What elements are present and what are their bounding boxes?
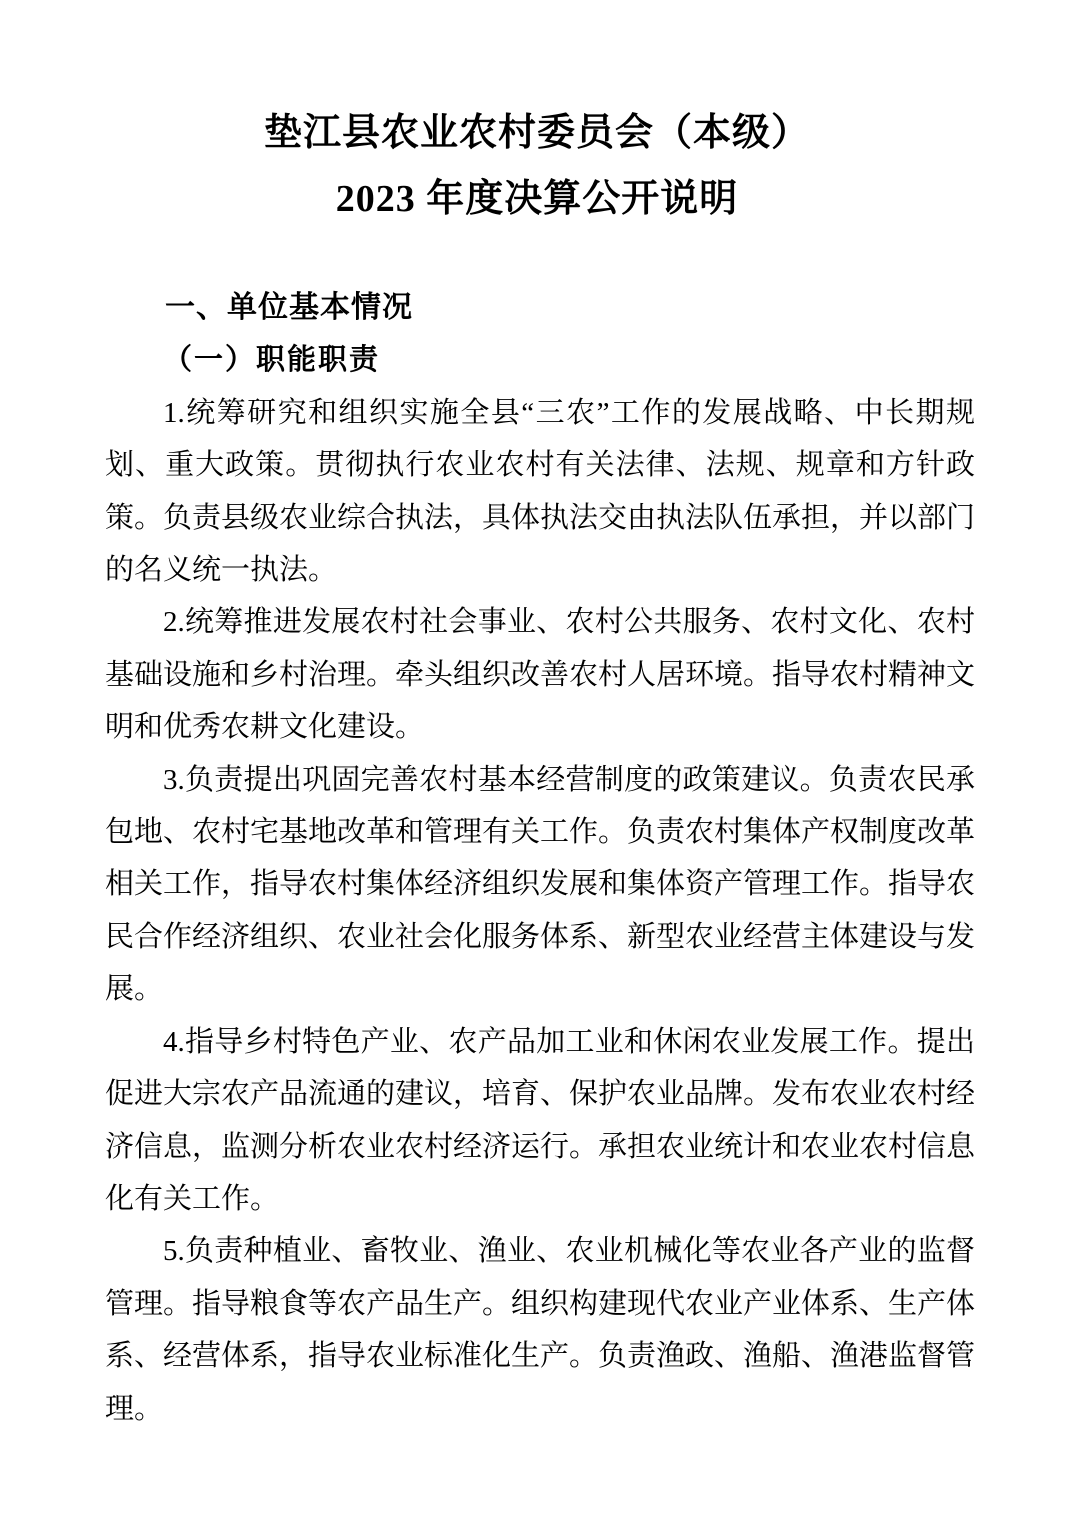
duty-paragraph-4: 4.指导乡村特色产业、农产品加工业和休闲农业发展工作。提出促进大宗农产品流通的建议，培育、保护农业品牌。发布农业农村经济信息，监测分析农业农村经济运行。承担农业统计和农业农村信息化有关工作。 bbox=[105, 1025, 976, 1215]
subsection-heading-duties: （一）职能职责 bbox=[163, 344, 381, 377]
document-body bbox=[0, 282, 1074, 1435]
document-title bbox=[0, 0, 1074, 232]
duty-paragraph-1: 1.统筹研究和组织实施全县“三农”工作的发展战略、中长期规划、重大政策。贯彻执行农业农村有关法律、法规、规章和方针政策。负责县级农业综合执法，具体执法交由执法队伍承担，并以部门的名义统一执法。 bbox=[105, 396, 976, 587]
duty-paragraph-3: 3.负责提出巩固完善农村基本经营制度的政策建议。负责农民承包地、农村宅基地改革和管理有关工作。负责农村集体产权制度改革相关工作，指导农村集体经济组织发展和集体资产管理工作。指导农民合作经济组织、农业社会化服务体系、新型农业经营主体建设与发展。 bbox=[105, 763, 976, 1006]
document-title-line2: 2023 年度决算公开说明 bbox=[335, 178, 739, 220]
duty-paragraph-2: 2.统筹推进发展农村社会事业、农村公共服务、农村文化、农村基础设施和乡村治理。牵头组织改善农村人居环境。指导农村精神文明和优秀农耕文化建设。 bbox=[105, 606, 976, 744]
document-title-line1: 垫江县农业农村委员会（本级） bbox=[263, 112, 810, 154]
section-heading-basic-info: 一、单位基本情况 bbox=[165, 291, 413, 324]
duty-paragraph-5: 5.负责种植业、畜牧业、渔业、农业机械化等农业各产业的监督管理。指导粮食等农产品生产。组织构建现代农业产业体系、生产体系、经营体系，指导农业标准化生产。负责渔政、渔船、渔港监督管理。 bbox=[105, 1235, 976, 1425]
